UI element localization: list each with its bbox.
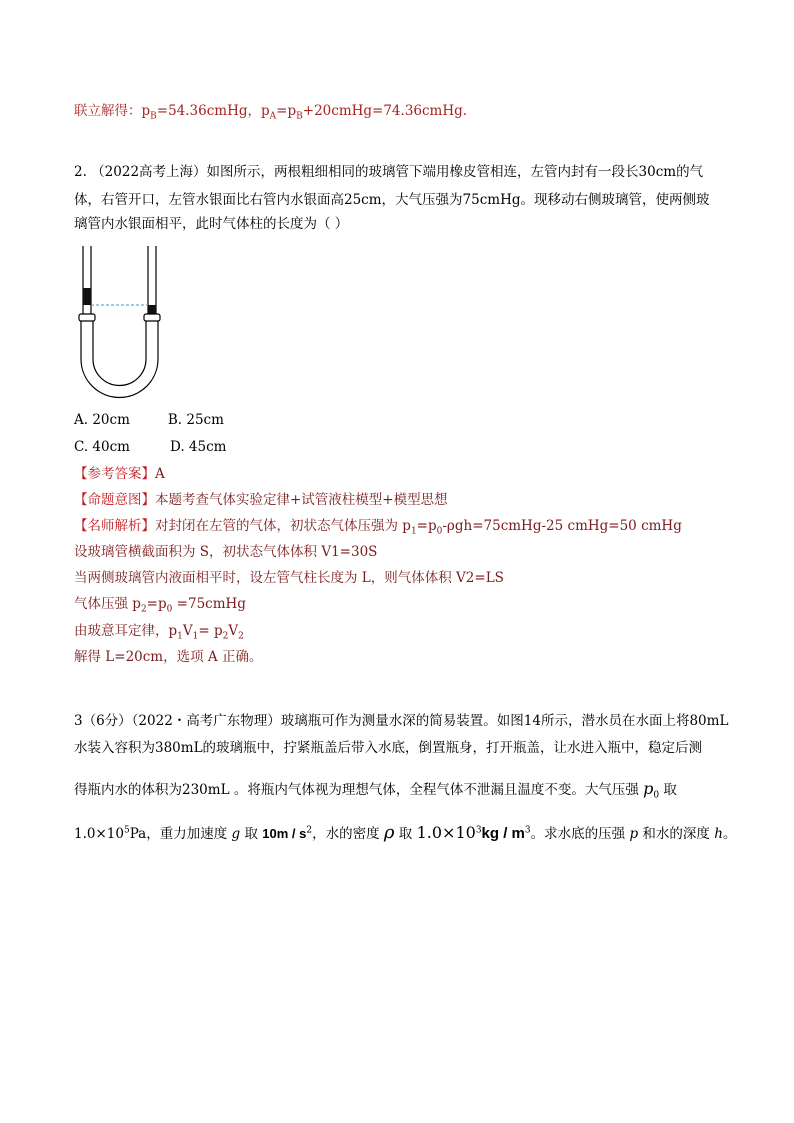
subscript: A [269,111,277,122]
option-d: D. 45cm [169,439,227,455]
solution-text: +20cmHg=74.36cmHg. [302,103,468,119]
subscript: 1 [177,631,183,642]
step-text: =75cmHg [172,596,246,612]
right-mercury-column [148,305,156,314]
density-value: 1.0×10 [416,823,476,842]
superscript: 3 [524,825,531,836]
left-connector [79,314,95,321]
depth-symbol: h [714,826,723,842]
solution-text: 联立解得：p [74,103,151,119]
stem-text: 。求水底的压强 [530,826,630,842]
options-row-1 [74,410,224,430]
gravity-value: 10m / s [262,826,307,841]
answer-label: 【参考答案】 [74,466,155,482]
step-1: 设玻璃管横截面积为 S，初状态气体体积 V1=30S [74,544,378,560]
subscript: B [150,111,157,122]
subscript: B [296,111,303,122]
q2-stem-line-2: 体，右管开口，左管水银面比右管内水银面高25cm，大气压强为75cmHg。现移动右侧玻璃管，使两侧玻 [74,192,710,208]
stem-text: 取 [659,782,677,798]
subscript: 1 [192,631,199,642]
density-symbol: ρ [383,822,395,843]
q2-stem-line-1: 2. （2022高考上海）如图所示，两根粗细相同的玻璃管下端用橡皮管相连，左管内封有一段长30cm的气 [74,164,704,180]
step-text: V [182,623,193,639]
rubber-tube-inner [93,321,146,386]
stem-text: 。 [722,826,737,842]
answer-line [74,464,165,484]
subscript: 0 [436,526,443,537]
left-mercury-column [83,288,91,305]
analysis-text: -ρgh=75cmHg-25 cmHg=50 cmHg [442,518,682,534]
superscript: 3 [475,825,482,836]
subscript: 0 [653,790,660,801]
stem-text: 得瓶内水的体积为230mL 。将瓶内气体视为理想气体，全程气体不泄漏且温度不变。大气压强 [74,782,644,798]
previous-solution-line [74,101,467,121]
stem-text: 取 [394,826,417,842]
q3-stem-line-2: 水装入容积为380mL的玻璃瓶中，拧紧瓶盖后带入水底，倒置瓶身，打开瓶盖，让水进入瓶中，稳定后测 [74,740,703,756]
step-text: 气体压强 p [74,596,141,612]
stem-text: 取 [240,826,263,842]
gravity-symbol: g [231,826,241,842]
option-c: C. 40cm [74,439,130,455]
right-connector [144,314,160,321]
q3-stem-line-1: 3（6分）（2022・高考广东物理）玻璃瓶可作为测量水深的简易装置。如图14所示，潜水员在水面上将80mL [74,713,729,729]
step-text: 由玻意耳定律，p [74,623,178,639]
superscript: 2 [306,825,313,836]
stem-text: Pa，重力加速度 [129,826,232,842]
density-unit: kg / m [481,825,525,842]
option-b: B. 25cm [167,412,224,428]
intent-text: 本题考查气体实验定律+试管液柱模型+模型思想 [155,492,448,508]
step-2: 当两侧玻璃管内液面相平时，设左管气柱长度为 L，则气体体积 V2=LS [74,570,504,586]
analysis-line [74,516,682,536]
superscript: 5 [123,825,130,836]
q2-stem-line-3: 璃管内水银面相平，此时气体柱的长度为（ ） [74,216,349,232]
pressure-symbol: p [629,826,639,842]
intent-label: 【命题意图】 [74,492,155,508]
intent-line [74,490,448,510]
pressure-symbol: p [643,779,654,798]
options-row-2 [74,437,226,457]
answer-value: A [155,466,165,482]
step-text: V [228,623,239,639]
subscript: 2 [140,604,147,615]
subscript: 1 [410,526,417,537]
subscript: 2 [238,631,244,642]
solution-text: =p [276,103,297,119]
step-3 [74,594,246,614]
step-5: 解得 L=20cm，选项 A 正确。 [74,649,263,665]
analysis-text: =p [416,518,437,534]
step-text: =p [146,596,167,612]
subscript: 0 [166,604,173,615]
step-4 [74,621,244,641]
option-a: A. 20cm [74,412,130,428]
q3-stem-line-4 [74,823,736,844]
stem-text: 和水的深度 [638,826,715,842]
u-tube-diagram [74,244,166,400]
analysis-label: 【名师解析】 [74,518,155,534]
step-text: = p [198,623,223,639]
analysis-text: 对封闭在左管的气体，初状态气体压强为 p [155,518,411,534]
stem-text: 1.0×10 [74,826,124,842]
solution-text: =54.36cmHg，p [156,103,270,119]
subscript: 2 [222,631,229,642]
q3-stem-line-3 [74,779,677,800]
stem-text: ，水的密度 [312,826,384,842]
